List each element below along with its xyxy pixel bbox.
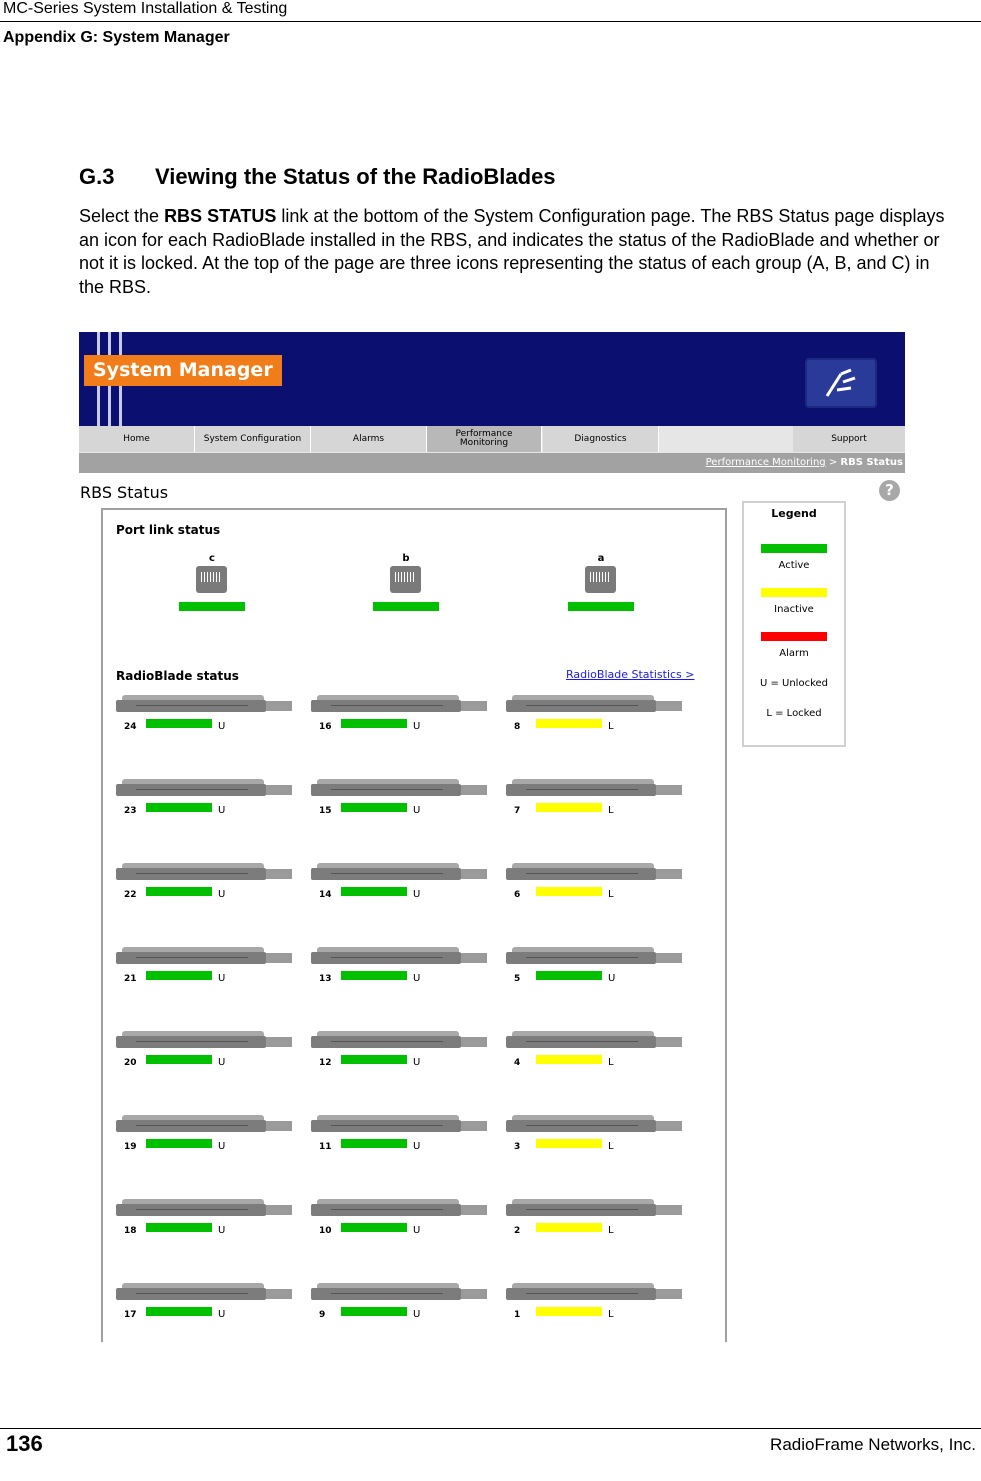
radioblade-number: 22: [124, 890, 137, 900]
running-header-title: MC-Series System Installation & Testing: [3, 0, 288, 17]
radioblade-status-bar: [341, 887, 407, 896]
breadcrumb-link-performance-monitoring[interactable]: Performance Monitoring: [705, 457, 826, 468]
radioblade-number: 4: [514, 1058, 521, 1068]
header-rule: [0, 21, 981, 22]
radioblade-status-bar: [146, 1223, 212, 1232]
breadcrumb-bar: [79, 453, 905, 473]
section-heading: [79, 164, 556, 190]
legend-inactive-label: Inactive: [774, 604, 814, 615]
radioblade-statistics-link[interactable]: RadioBlade Statistics >: [566, 668, 695, 681]
radioblade-item[interactable]: [506, 694, 686, 734]
radioblade-lock-state: U: [218, 721, 226, 732]
radioblade-icon: [116, 1282, 294, 1304]
radioblade-lock-state: U: [413, 1141, 421, 1152]
radioblade-icon: [506, 778, 684, 800]
radioblade-icon: [506, 862, 684, 884]
ethernet-port-icon: [196, 566, 227, 593]
radioblade-lock-state: L: [608, 721, 614, 732]
tab-support[interactable]: Support: [793, 426, 905, 452]
radioblade-number: 11: [319, 1142, 332, 1152]
radioblade-status-bar: [341, 1223, 407, 1232]
radioblade-number: 6: [514, 890, 521, 900]
radioblade-number: 1: [514, 1310, 521, 1320]
radioblade-icon: [116, 694, 294, 716]
radioblade-number: 12: [319, 1058, 332, 1068]
legend-alarm-swatch: [761, 632, 827, 641]
radioblade-item[interactable]: [311, 1114, 491, 1154]
radioblade-status-bar: [536, 1307, 602, 1316]
tab-diagnostics[interactable]: Diagnostics: [543, 426, 659, 452]
radioblade-status-bar: [146, 1307, 212, 1316]
radioblade-number: 5: [514, 974, 521, 984]
ethernet-port-icon: [585, 566, 616, 593]
radioblade-icon: [506, 1198, 684, 1220]
radioblade-lock-state: U: [413, 805, 421, 816]
section-number: G.3: [79, 164, 115, 189]
radioblade-icon: [116, 1198, 294, 1220]
radioblade-item[interactable]: [311, 1030, 491, 1070]
radioblade-lock-state: L: [608, 1309, 614, 1320]
radioblade-lock-state: U: [218, 1309, 226, 1320]
radioblade-icon: [116, 1030, 294, 1052]
radioblade-lock-state: U: [413, 1309, 421, 1320]
radioblade-number: 9: [319, 1310, 326, 1320]
radioblade-lock-state: L: [608, 1141, 614, 1152]
radioblade-lock-state: U: [218, 805, 226, 816]
radioblade-number: 14: [319, 890, 332, 900]
radioblade-lock-state: L: [608, 1225, 614, 1236]
radioblade-number: 7: [514, 806, 521, 816]
radioblade-lock-state: L: [608, 805, 614, 816]
radioblade-number: 21: [124, 974, 137, 984]
radioblade-item[interactable]: [506, 946, 686, 986]
radioblade-item[interactable]: [311, 946, 491, 986]
radioblade-item[interactable]: [311, 778, 491, 818]
radioblade-lock-state: U: [413, 1225, 421, 1236]
legend-unlocked-label: U = Unlocked: [759, 678, 829, 689]
radioblade-status-bar: [146, 971, 212, 980]
radioblade-status-bar: [146, 1139, 212, 1148]
radioblade-lock-state: U: [218, 1225, 226, 1236]
para-text-bold: RBS STATUS: [164, 206, 277, 226]
radioblade-status-bar: [341, 1139, 407, 1148]
radioblade-lock-state: U: [218, 973, 226, 984]
radioblade-status-bar: [146, 719, 212, 728]
legend-locked-label: L = Locked: [766, 708, 822, 719]
radioblade-icon: [116, 946, 294, 968]
radioblade-number: 2: [514, 1226, 521, 1236]
radioblade-item[interactable]: [116, 1198, 296, 1238]
main-tab-bar: [79, 426, 905, 453]
legend-alarm-label: Alarm: [779, 648, 809, 659]
radioblade-status-bar: [341, 971, 407, 980]
radioblade-lock-state: U: [413, 889, 421, 900]
radioblade-lock-state: L: [608, 889, 614, 900]
radioblade-number: 19: [124, 1142, 137, 1152]
radioblade-number: 15: [319, 806, 332, 816]
legend-title: Legend: [771, 507, 817, 520]
radioblade-icon: [311, 946, 489, 968]
radioblade-lock-state: U: [218, 889, 226, 900]
radioblade-icon: [506, 1114, 684, 1136]
radioblade-item[interactable]: [506, 1282, 686, 1322]
appendix-title: Appendix G: System Manager: [3, 29, 230, 46]
radioblade-status-bar: [341, 719, 407, 728]
radioblade-item[interactable]: [506, 862, 686, 902]
radioblade-icon: [311, 1282, 489, 1304]
radioblade-item[interactable]: [116, 778, 296, 818]
footer-rule: [0, 1428, 981, 1429]
radioblade-status-bar: [146, 1055, 212, 1064]
radioblade-icon: [311, 862, 489, 884]
legend-inactive-swatch: [761, 588, 827, 597]
radioblade-number: 10: [319, 1226, 332, 1236]
legend-box: [742, 501, 846, 747]
radioblade-lock-state: U: [218, 1057, 226, 1068]
breadcrumb-current: RBS Status: [840, 457, 903, 468]
radioblade-icon: [311, 1198, 489, 1220]
radioblade-icon: [506, 1282, 684, 1304]
system-manager-screenshot: [79, 332, 905, 1342]
radioblade-item[interactable]: [311, 1282, 491, 1322]
legend-active-label: Active: [778, 560, 810, 571]
radioblade-status-bar: [146, 887, 212, 896]
radioblade-item[interactable]: [506, 778, 686, 818]
port-label-a: a: [597, 553, 605, 564]
radioblade-number: 23: [124, 806, 137, 816]
radioblade-number: 18: [124, 1226, 137, 1236]
radioblade-number: 8: [514, 722, 521, 732]
radioblade-icon: [311, 694, 489, 716]
page-number: 136: [6, 1431, 43, 1456]
radioblade-item[interactable]: [116, 862, 296, 902]
radioblade-icon: [506, 694, 684, 716]
tab-alarms[interactable]: Alarms: [311, 426, 427, 452]
tab-system-configuration[interactable]: System Configuration: [195, 426, 311, 452]
ethernet-port-icon: [390, 566, 421, 593]
radioblade-lock-state: L: [608, 1057, 614, 1068]
breadcrumb: [706, 457, 903, 468]
radioblade-number: 3: [514, 1142, 521, 1152]
radioblade-item[interactable]: [311, 694, 491, 734]
radioblade-status-bar: [536, 1055, 602, 1064]
radioblade-item[interactable]: [311, 1198, 491, 1238]
radioblade-lock-state: U: [218, 1141, 226, 1152]
status-panel: [101, 508, 727, 1342]
breadcrumb-separator: >: [825, 457, 841, 468]
company-name: RadioFrame Networks, Inc.: [770, 1435, 976, 1454]
radioblade-lock-state: U: [608, 973, 616, 984]
radioblade-item[interactable]: [311, 862, 491, 902]
radioblade-item[interactable]: [506, 1198, 686, 1238]
radioblade-status-bar: [536, 803, 602, 812]
port-label-c: c: [209, 553, 215, 564]
help-icon[interactable]: ?: [879, 480, 900, 501]
legend-active-swatch: [761, 544, 827, 553]
port-status-bar-c: [179, 602, 245, 611]
radioblade-status-bar: [341, 1055, 407, 1064]
radioblade-icon: [116, 1114, 294, 1136]
radioblade-lock-state: U: [413, 973, 421, 984]
body-paragraph: [79, 205, 959, 299]
radioblade-item[interactable]: [116, 1030, 296, 1070]
radioblade-status-bar: [341, 1307, 407, 1316]
banner: [79, 332, 905, 426]
radioblade-item[interactable]: [116, 946, 296, 986]
radioblade-number: 13: [319, 974, 332, 984]
radioblade-icon: [311, 1030, 489, 1052]
radioblade-status-bar: [536, 887, 602, 896]
radioblade-number: 24: [124, 722, 137, 732]
radioblade-item[interactable]: [116, 694, 296, 734]
radioblade-status-bar: [341, 803, 407, 812]
radioblade-icon: [506, 1030, 684, 1052]
radioblade-item[interactable]: [506, 1030, 686, 1070]
radioblade-icon: [116, 862, 294, 884]
radioblade-icon: [116, 778, 294, 800]
system-manager-logo: System Manager: [84, 355, 282, 386]
radioblade-icon: [506, 946, 684, 968]
radioblade-item[interactable]: [506, 1114, 686, 1154]
radioblade-status-bar: [536, 971, 602, 980]
section-title: Viewing the Status of the RadioBlades: [155, 164, 556, 189]
tab-performance-monitoring[interactable]: Performance Monitoring: [427, 426, 542, 452]
port-status-bar-b: [373, 602, 439, 611]
radioblade-item[interactable]: [116, 1282, 296, 1322]
port-status-bar-a: [568, 602, 634, 611]
radioblade-lock-state: U: [413, 721, 421, 732]
radioblade-number: 20: [124, 1058, 137, 1068]
port-link-status-heading: Port link status: [116, 523, 221, 537]
tab-home[interactable]: Home: [79, 426, 195, 452]
para-text-pre: Select the: [79, 206, 165, 226]
brand-icon: [805, 358, 877, 408]
radioblade-item[interactable]: [116, 1114, 296, 1154]
radioblade-number: 16: [319, 722, 332, 732]
radioblade-status-bar: [146, 803, 212, 812]
radioblade-status-bar: [536, 719, 602, 728]
radioblade-status-bar: [536, 1223, 602, 1232]
radioblade-status-heading: RadioBlade status: [116, 669, 239, 683]
radioblade-number: 17: [124, 1310, 137, 1320]
para-text-post: link at the bottom of the System Configuration page. The RBS Status page displays an icon for each RadioBlade installed in the RBS, and indicates the status of the RadioBlade and whether or not it is locked. At the top of the page are three icons representing the status of each group (A, B, and C) in the RBS.: [79, 206, 945, 297]
radioblade-icon: [311, 1114, 489, 1136]
radioblade-icon: [311, 778, 489, 800]
port-label-b: b: [402, 553, 410, 564]
radioblade-status-bar: [536, 1139, 602, 1148]
page-title: RBS Status: [80, 483, 169, 502]
radioblade-lock-state: U: [413, 1057, 421, 1068]
